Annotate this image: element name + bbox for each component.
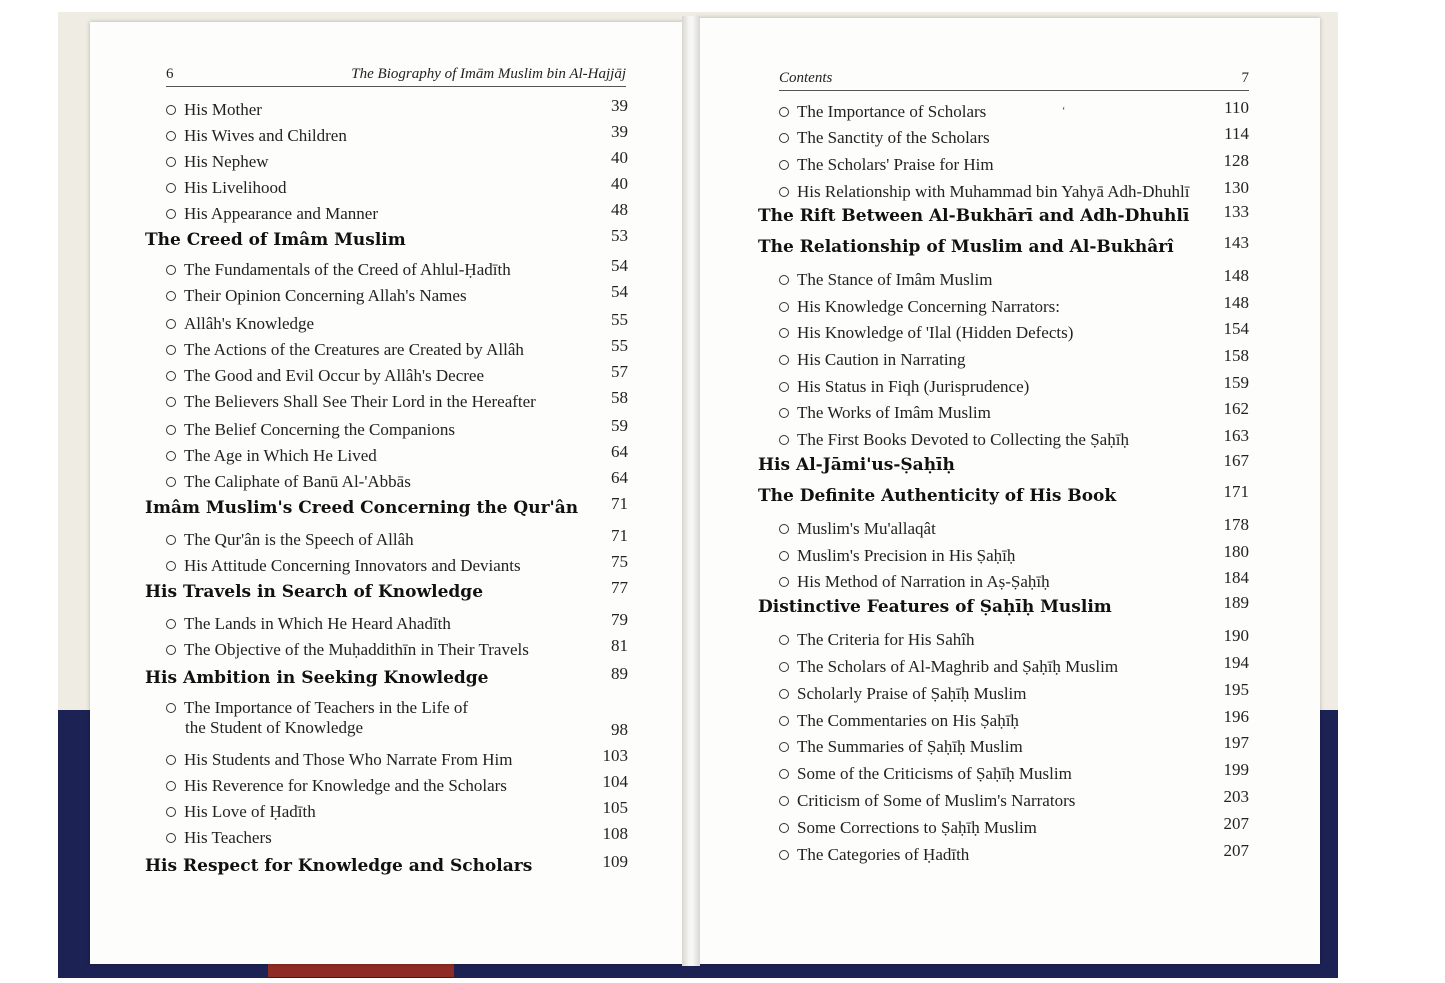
circle-bullet-icon <box>166 371 176 381</box>
left-toc-entry-label: The Lands in Which He Heard Ahadīth <box>184 614 451 633</box>
left-toc-page-number: 55 <box>611 336 628 355</box>
right-toc-entry-label: His Knowledge of 'Ilal (Hidden Defects) <box>797 323 1074 342</box>
left-toc-entry <box>166 126 347 146</box>
right-toc-entry-label: The Definite Authenticity of His Book <box>758 486 1117 506</box>
right-running-head-title: Contents <box>779 70 833 86</box>
right-page-number: 7 <box>1241 70 1249 86</box>
left-toc-page-number: 57 <box>611 362 628 381</box>
circle-bullet-icon <box>779 328 789 338</box>
right-toc-page-number: 148 <box>1223 266 1249 285</box>
left-toc-entry <box>166 340 524 360</box>
left-toc-entry <box>145 582 483 602</box>
right-toc-entry <box>779 818 1037 838</box>
left-toc-entry-label: His Love of Ḥadīth <box>184 802 316 821</box>
circle-bullet-icon <box>166 105 176 115</box>
circle-bullet-icon <box>779 160 789 170</box>
right-toc-page-number: 189 <box>1223 593 1249 612</box>
left-toc-page-number: 98 <box>611 720 628 739</box>
left-toc-entry-label: His Nephew <box>184 152 269 171</box>
right-toc-entry-label: The Criteria for His Sahîh <box>797 630 975 649</box>
left-toc-entry <box>166 530 414 550</box>
left-toc-entry-label: The Actions of the Creatures are Created by Allâh <box>184 340 524 359</box>
left-page-number: 6 <box>166 66 174 82</box>
circle-bullet-icon <box>779 435 789 445</box>
left-toc-entry-label: Allâh's Knowledge <box>184 314 315 333</box>
right-toc-page-number: 159 <box>1223 373 1249 392</box>
left-toc-entry-label: Their Opinion Concerning Allah's Names <box>184 286 467 305</box>
left-toc-entry <box>166 204 378 224</box>
right-toc-entry-label: The Scholars' Praise for Him <box>797 155 994 174</box>
circle-bullet-icon <box>779 635 789 645</box>
left-toc-page-number: 71 <box>611 494 628 513</box>
left-toc-entry-label: His Livelihood <box>184 178 287 197</box>
right-toc-entry-label: The Summaries of Ṣaḥīḥ Muslim <box>797 737 1023 756</box>
circle-bullet-icon <box>779 275 789 285</box>
right-toc-entry <box>758 237 1174 257</box>
left-toc-entry-label: His Respect for Knowledge and Scholars <box>145 856 533 876</box>
right-toc-entry-label: Some Corrections to Ṣaḥīḥ Muslim <box>797 818 1037 837</box>
left-toc-page-number: 54 <box>611 256 628 275</box>
right-toc-entry-label: The Rift Between Al-Bukhārī and Adh-Dhuhlī <box>758 206 1190 226</box>
right-toc-page-number: 167 <box>1223 451 1249 470</box>
left-toc-entry-label: The Objective of the Muḥaddithīn in Their Travels <box>184 640 529 659</box>
left-toc-page-number: 79 <box>611 610 628 629</box>
left-toc-entry-label: Imâm Muslim's Creed Concerning the Qur'ân <box>145 498 579 518</box>
left-toc-entry <box>166 446 377 466</box>
left-toc-page-number: 54 <box>611 282 628 301</box>
left-toc-entry <box>145 498 578 518</box>
left-toc-page-number: 109 <box>602 852 628 871</box>
circle-bullet-icon <box>779 796 789 806</box>
left-toc-page-number: 71 <box>611 526 628 545</box>
right-toc-entry-label: The Relationship of Muslim and Al-Bukhârî <box>758 237 1174 257</box>
left-toc-page-number: 48 <box>611 200 628 219</box>
right-toc-page-number: 143 <box>1223 233 1249 252</box>
right-toc-entry-label: Muslim's Precision in His Ṣaḥīḥ <box>797 546 1016 565</box>
circle-bullet-icon <box>166 183 176 193</box>
right-toc-entry-label: Distinctive Features of Ṣaḥīḥ Muslim <box>758 597 1112 617</box>
circle-bullet-icon <box>166 477 176 487</box>
left-toc-entry <box>166 828 272 848</box>
right-toc-page-number: 110 <box>1224 98 1249 117</box>
left-toc-page-number: 39 <box>611 96 628 115</box>
left-toc-entry <box>166 100 262 120</box>
right-toc-page-number: 190 <box>1223 626 1249 645</box>
left-toc-entry <box>166 750 512 770</box>
left-toc-entry-label: His Reverence for Knowledge and the Scholars <box>184 776 507 795</box>
left-toc-page-number: 103 <box>602 746 628 765</box>
left-toc-page-number: 64 <box>611 468 628 487</box>
left-toc-entry-label: His Teachers <box>184 828 272 847</box>
left-toc-entry-label: The Good and Evil Occur by Allâh's Decree <box>184 366 484 385</box>
right-toc-page-number: 203 <box>1223 787 1249 806</box>
right-toc-entry <box>779 572 1050 592</box>
right-toc-entry-label: The Sanctity of the Scholars <box>797 128 990 147</box>
circle-bullet-icon <box>779 107 789 117</box>
circle-bullet-icon <box>166 807 176 817</box>
left-toc-page-number: 59 <box>611 416 628 435</box>
circle-bullet-icon <box>166 425 176 435</box>
left-toc-entry <box>166 698 468 738</box>
right-toc-entry <box>779 430 1129 450</box>
circle-bullet-icon <box>779 716 789 726</box>
right-toc-entry-label: Muslim's Mu'allaqât <box>797 519 936 538</box>
right-toc-entry-label: His Al-Jāmi'us-Ṣaḥīḥ <box>758 455 955 475</box>
right-toc-page-number: 133 <box>1223 202 1249 221</box>
left-toc-entry-label: His Travels in Search of Knowledge <box>145 582 484 602</box>
right-toc-entry <box>779 845 969 865</box>
circle-bullet-icon <box>166 319 176 329</box>
circle-bullet-icon <box>779 524 789 534</box>
left-toc-entry <box>166 420 455 440</box>
right-toc-entry-label: The First Books Devoted to Collecting the Ṣaḥīḥ <box>797 430 1129 449</box>
right-toc-entry <box>758 486 1116 506</box>
circle-bullet-icon <box>166 209 176 219</box>
right-toc-entry <box>779 711 1019 731</box>
left-toc-entry-label: The Importance of Teachers in the Life of <box>184 698 469 717</box>
left-toc-entry <box>145 230 406 250</box>
right-toc-entry <box>779 684 1026 704</box>
circle-bullet-icon <box>779 823 789 833</box>
right-toc-page-number: 128 <box>1223 151 1249 170</box>
right-toc-entry-label: Some of the Criticisms of Ṣaḥīḥ Muslim <box>797 764 1072 783</box>
left-toc-entry-label: His Attitude Concerning Innovators and Deviants <box>184 556 521 575</box>
right-toc-entry <box>779 764 1072 784</box>
right-toc-entry <box>779 546 1015 566</box>
left-toc-entry <box>145 856 532 876</box>
right-toc-entry-label: The Categories of Ḥadīth <box>797 845 970 864</box>
circle-bullet-icon <box>166 619 176 629</box>
right-toc-entry <box>779 377 1029 397</box>
right-toc-entry-label: Criticism of Some of Muslim's Narrators <box>797 791 1076 810</box>
right-toc-entry-label: The Scholars of Al-Maghrib and Ṣaḥīḥ Muslim <box>797 657 1119 676</box>
right-toc-entry-label: The Works of Imâm Muslim <box>797 403 991 422</box>
circle-bullet-icon <box>779 382 789 392</box>
circle-bullet-icon <box>779 742 789 752</box>
circle-bullet-icon <box>166 755 176 765</box>
left-toc-entry-label: His Students and Those Who Narrate From Him <box>184 750 513 769</box>
circle-bullet-icon <box>779 769 789 779</box>
right-toc-entry-label: The Importance of Scholars <box>797 102 987 121</box>
left-toc-entry <box>166 286 467 306</box>
left-toc-entry <box>166 802 316 822</box>
left-toc-entry-label: The Age in Which He Lived <box>184 446 377 465</box>
circle-bullet-icon <box>779 355 789 365</box>
right-toc-page-number: 162 <box>1223 399 1249 418</box>
stray-mark: ‘ <box>1062 106 1066 117</box>
circle-bullet-icon <box>779 850 789 860</box>
left-toc-entry <box>166 260 511 280</box>
right-toc-entry <box>779 323 1073 343</box>
right-toc-entry <box>779 630 975 650</box>
left-toc-page-number: 40 <box>611 148 628 167</box>
left-toc-page-number: 108 <box>602 824 628 843</box>
left-running-head-title: The Biography of Imām Muslim bin Al-Hajjāj <box>351 66 626 82</box>
left-toc-entry <box>166 640 529 660</box>
right-toc-entry-label: The Stance of Imâm Muslim <box>797 270 993 289</box>
right-toc-entry <box>758 206 1189 226</box>
circle-bullet-icon <box>779 662 789 672</box>
left-toc-entry-label: His Wives and Children <box>184 126 347 145</box>
left-toc-page-number: 81 <box>611 636 628 655</box>
circle-bullet-icon <box>779 689 789 699</box>
right-toc-page-number: 199 <box>1223 760 1249 779</box>
left-toc-entry-label: The Creed of Imâm Muslim <box>145 230 406 250</box>
left-toc-page-number: 40 <box>611 174 628 193</box>
right-toc-entry <box>779 737 1023 757</box>
left-toc-entry-label-continued: the Student of Knowledge <box>185 718 363 737</box>
left-toc-entry <box>166 556 521 576</box>
left-toc-page-number: 58 <box>611 388 628 407</box>
circle-bullet-icon <box>779 302 789 312</box>
circle-bullet-icon <box>166 833 176 843</box>
right-toc-entry-label: Scholarly Praise of Ṣaḥīḥ Muslim <box>797 684 1027 703</box>
right-toc-entry <box>779 128 990 148</box>
circle-bullet-icon <box>166 781 176 791</box>
left-toc-entry-label: The Fundamentals of the Creed of Ahlul-Ḥadīth <box>184 260 511 279</box>
right-toc-entry-label: His Caution in Narrating <box>797 350 966 369</box>
left-toc-page-number: 105 <box>602 798 628 817</box>
left-toc-entry-label: His Appearance and Manner <box>184 204 379 223</box>
right-toc-entry <box>779 350 966 370</box>
circle-bullet-icon <box>166 703 176 713</box>
right-toc-page-number: 154 <box>1223 319 1249 338</box>
right-toc-page-number: 130 <box>1223 178 1249 197</box>
left-toc-entry-label: His Mother <box>184 100 262 119</box>
right-toc-entry-label: His Status in Fiqh (Jurisprudence) <box>797 377 1030 396</box>
right-toc-entry <box>779 657 1118 677</box>
right-toc-page-number: 196 <box>1223 707 1249 726</box>
left-toc-page-number: 77 <box>611 578 628 597</box>
right-toc-page-number: 158 <box>1223 346 1249 365</box>
left-toc-entry-label: The Caliphate of Banū Al-'Abbās <box>184 472 411 491</box>
right-toc-page-number: 207 <box>1223 841 1249 860</box>
right-toc-entry-label: His Knowledge Concerning Narrators: <box>797 297 1060 316</box>
circle-bullet-icon <box>779 551 789 561</box>
left-toc-entry <box>166 614 451 634</box>
circle-bullet-icon <box>166 131 176 141</box>
book-gutter <box>682 16 700 966</box>
left-toc-page-number: 53 <box>611 226 628 245</box>
right-toc-page-number: 163 <box>1223 426 1249 445</box>
circle-bullet-icon <box>166 535 176 545</box>
left-toc-page-number: 75 <box>611 552 628 571</box>
right-toc-page-number: 178 <box>1223 515 1249 534</box>
right-toc-entry <box>779 102 986 122</box>
right-toc-entry <box>758 455 955 475</box>
right-toc-entry <box>758 597 1112 617</box>
right-running-head <box>779 70 1249 91</box>
circle-bullet-icon <box>166 451 176 461</box>
circle-bullet-icon <box>166 291 176 301</box>
right-toc-page-number: 171 <box>1223 482 1249 501</box>
left-toc-entry-label: The Belief Concerning the Companions <box>184 420 455 439</box>
right-toc-entry <box>779 519 936 539</box>
left-toc-page-number: 55 <box>611 310 628 329</box>
circle-bullet-icon <box>779 577 789 587</box>
left-toc-entry <box>166 776 507 796</box>
right-toc-entry <box>779 791 1075 811</box>
left-toc-entry <box>166 314 314 334</box>
left-toc-entry-label: The Qur'ân is the Speech of Allâh <box>184 530 414 549</box>
left-running-head <box>166 66 626 87</box>
right-toc-entry <box>779 182 1189 202</box>
circle-bullet-icon <box>779 133 789 143</box>
left-toc-page-number: 64 <box>611 442 628 461</box>
left-toc-entry-label: His Ambition in Seeking Knowledge <box>145 668 489 688</box>
circle-bullet-icon <box>166 561 176 571</box>
circle-bullet-icon <box>166 345 176 355</box>
right-toc-page-number: 184 <box>1223 568 1249 587</box>
right-toc-page-number: 148 <box>1223 293 1249 312</box>
right-toc-entry <box>779 297 1060 317</box>
right-toc-entry-label: His Method of Narration in Aṣ-Ṣaḥīḥ <box>797 572 1050 591</box>
right-toc-page-number: 197 <box>1223 733 1249 752</box>
left-toc-entry <box>166 366 484 386</box>
right-toc-entry <box>779 155 994 175</box>
right-toc-page-number: 207 <box>1223 814 1249 833</box>
right-toc-page-number: 180 <box>1223 542 1249 561</box>
left-toc-page-number: 89 <box>611 664 628 683</box>
right-toc-entry <box>779 403 991 423</box>
left-toc-page-number: 39 <box>611 122 628 141</box>
circle-bullet-icon <box>166 265 176 275</box>
left-toc-page-number: 104 <box>602 772 628 791</box>
right-toc-page-number: 194 <box>1223 653 1249 672</box>
right-toc-page-number: 195 <box>1223 680 1249 699</box>
circle-bullet-icon <box>166 157 176 167</box>
right-toc-page-number: 114 <box>1224 124 1249 143</box>
left-toc-entry <box>145 668 488 688</box>
circle-bullet-icon <box>166 645 176 655</box>
circle-bullet-icon <box>779 187 789 197</box>
left-toc-entry <box>166 472 411 492</box>
right-toc-entry-label: His Relationship with Muhammad bin Yahyā Adh-Dhuhlī <box>797 182 1190 201</box>
left-toc-entry <box>166 392 536 412</box>
circle-bullet-icon <box>166 397 176 407</box>
left-toc-entry <box>166 152 269 172</box>
circle-bullet-icon <box>779 408 789 418</box>
left-toc-entry-label: The Believers Shall See Their Lord in the Hereafter <box>184 392 536 411</box>
left-toc-entry <box>166 178 286 198</box>
right-toc-entry-label: The Commentaries on His Ṣaḥīḥ <box>797 711 1019 730</box>
right-toc-entry <box>779 270 992 290</box>
